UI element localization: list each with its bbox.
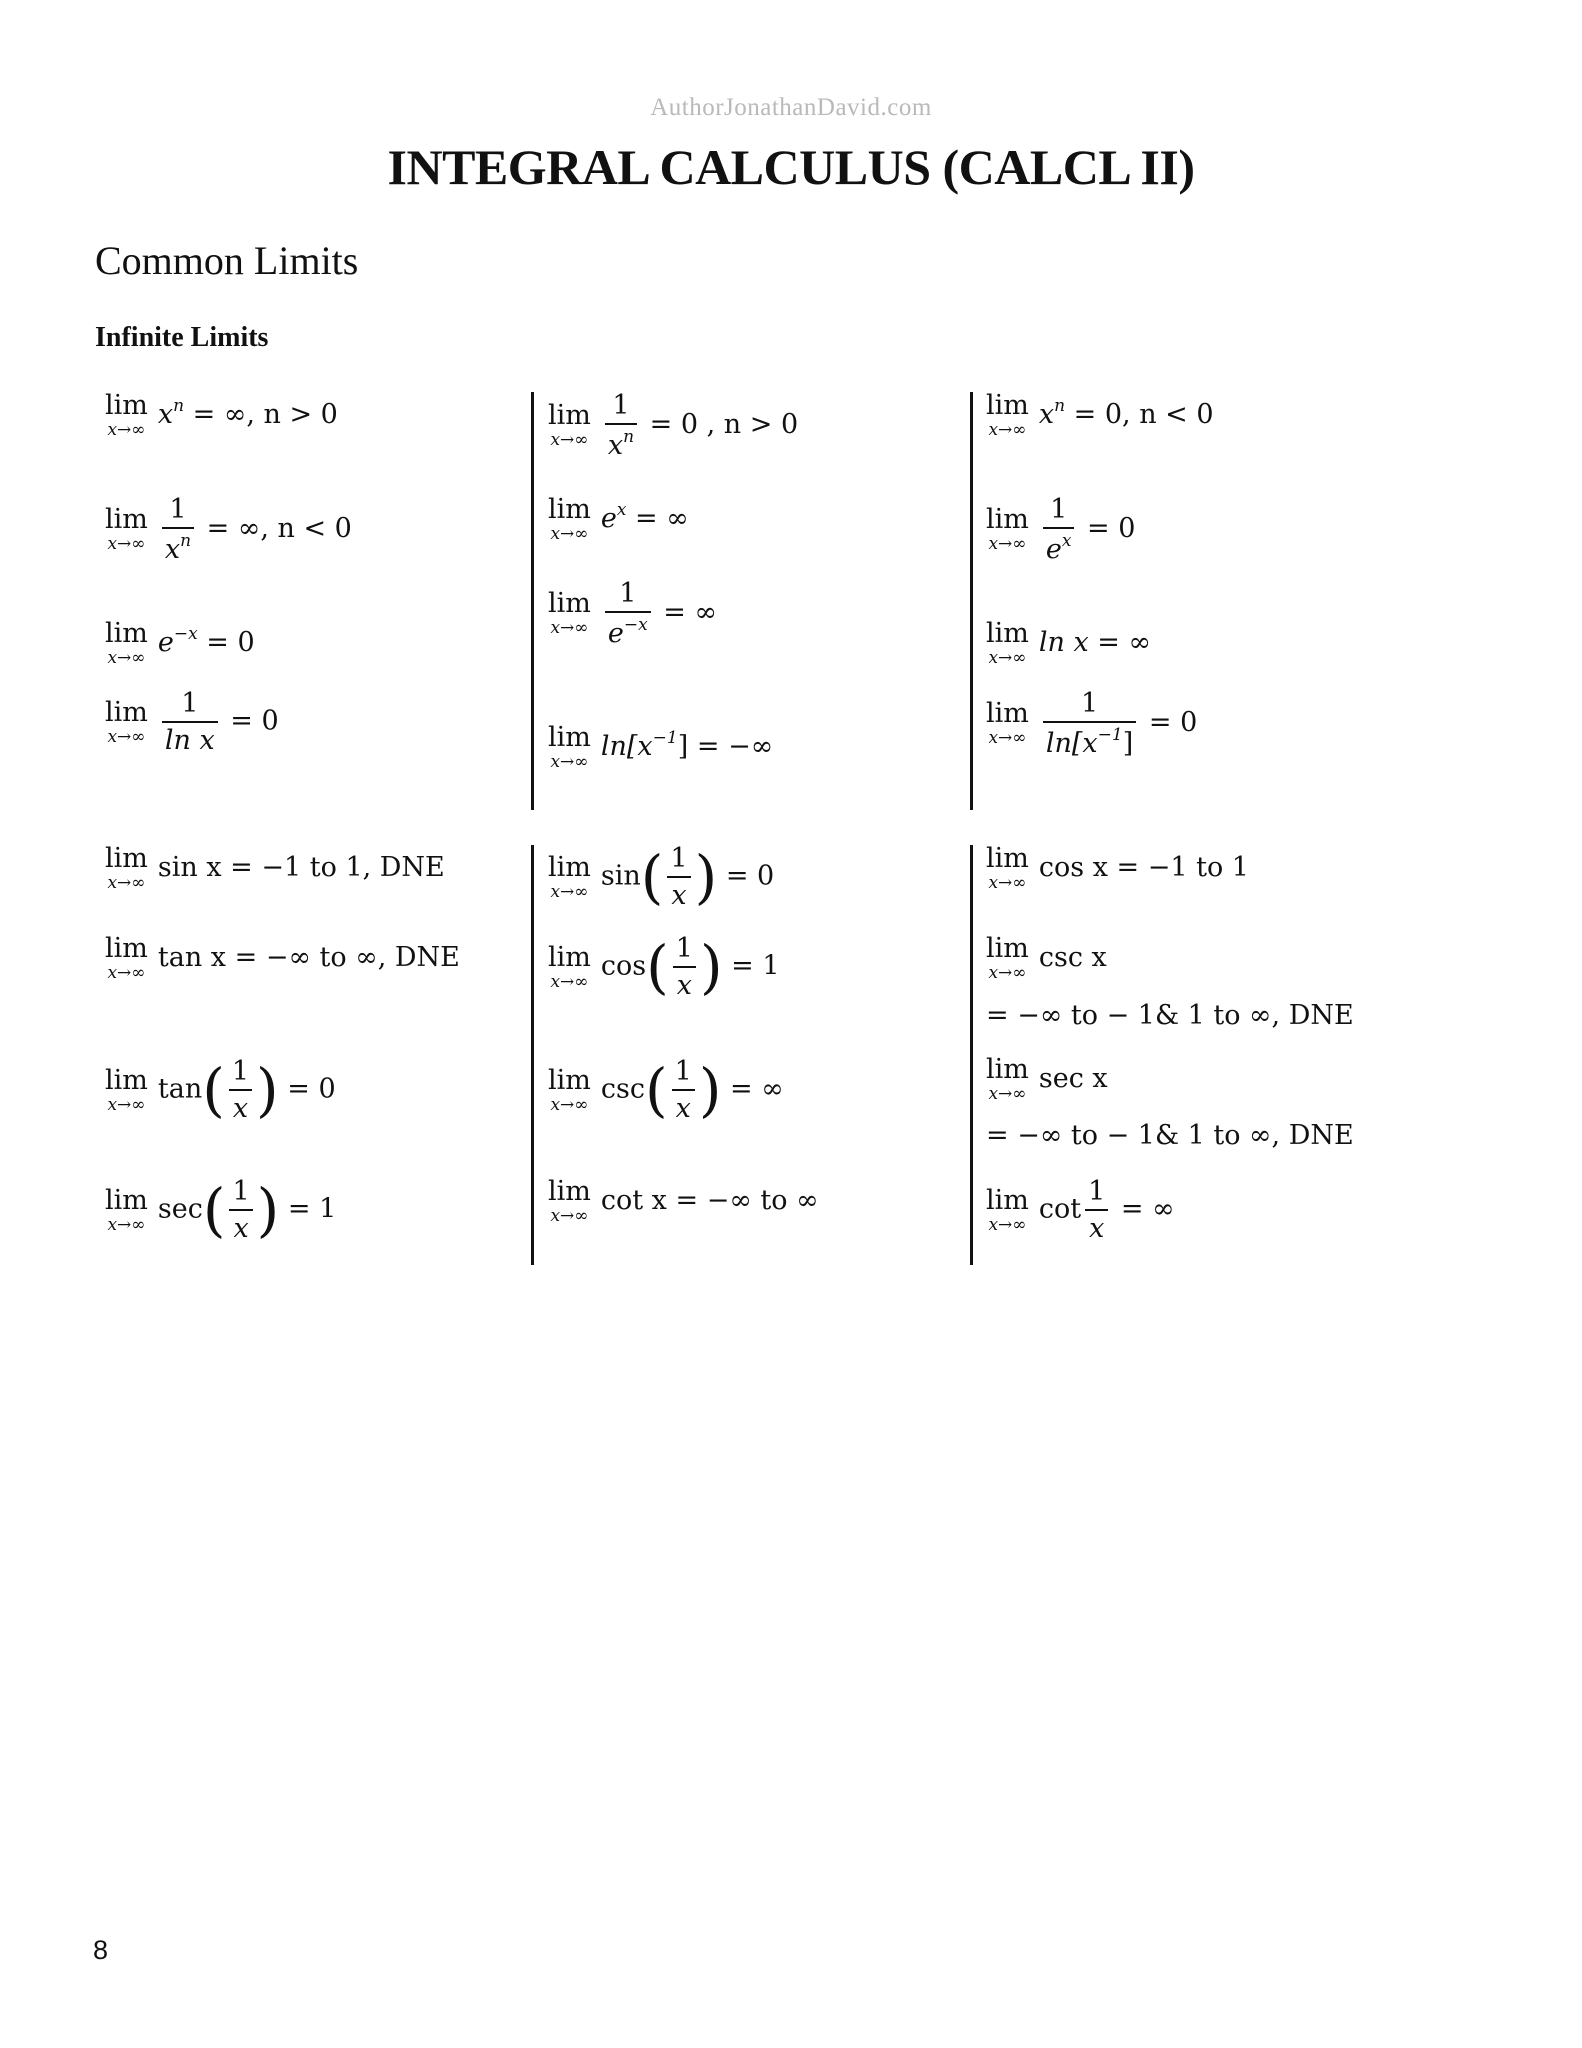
lim-operator <box>105 506 148 553</box>
function-name: tan <box>157 1073 203 1105</box>
fraction-numerator: 1 <box>673 935 696 968</box>
fraction <box>667 845 690 909</box>
lim-subscript: x→∞ <box>107 648 146 668</box>
denominator-base: x <box>233 1213 249 1244</box>
fraction-denominator <box>667 878 690 909</box>
section-heading: Common Limits <box>95 238 359 283</box>
function-name: sin x <box>157 852 222 883</box>
lim-word: lim <box>105 696 148 728</box>
lim-operator <box>986 1184 1029 1235</box>
denominator-base: x <box>676 970 692 1001</box>
denominator-base: x <box>164 534 181 565</box>
lim-word: lim <box>986 1054 1029 1085</box>
lim-operator <box>986 700 1029 747</box>
lim-word: lim <box>548 941 591 973</box>
formula <box>986 1122 1354 1149</box>
lim-word: lim <box>986 390 1029 421</box>
denominator-base: x <box>232 1093 249 1124</box>
lim-operator <box>986 620 1029 667</box>
lim-word: lim <box>105 618 148 649</box>
formula-result: = ∞ <box>1112 1193 1175 1225</box>
paren-open: ( <box>640 843 664 911</box>
fraction-denominator <box>1043 723 1136 757</box>
formula <box>548 1178 819 1225</box>
column-divider <box>970 392 973 810</box>
formula <box>986 620 1151 667</box>
column-divider <box>531 392 534 810</box>
lim-operator <box>548 496 591 543</box>
formula <box>548 1058 784 1122</box>
formula <box>105 496 352 563</box>
lim-operator <box>986 392 1029 439</box>
lim-operator <box>548 724 591 771</box>
limit-expression: e <box>600 503 617 534</box>
lim-operator <box>105 392 148 439</box>
lim-operator <box>548 1064 591 1115</box>
fraction-numerator: 1 <box>667 845 690 878</box>
fraction-numerator: 1 <box>229 1058 252 1091</box>
formula-result: = −∞ to ∞ <box>666 1185 819 1216</box>
fraction-numerator: 1 <box>229 1178 252 1211</box>
lim-word: lim <box>105 504 148 535</box>
denominator-base: x <box>671 880 687 911</box>
formula <box>105 935 460 982</box>
formula <box>105 620 255 667</box>
lim-word: lim <box>986 504 1029 535</box>
fraction-denominator <box>162 529 194 563</box>
function-name: tan x <box>157 942 227 973</box>
fraction-denominator <box>672 1091 695 1122</box>
denominator-exponent: −1 <box>1097 725 1123 745</box>
lim-word: lim <box>986 698 1029 729</box>
formula <box>986 496 1135 563</box>
function-name: csc x <box>1038 942 1107 973</box>
formula <box>548 724 773 771</box>
formula-result: = ∞ <box>721 1073 784 1105</box>
lim-operator <box>986 935 1029 982</box>
fraction <box>605 392 637 459</box>
function-name: sec x <box>1038 1063 1108 1094</box>
formula-result: = 0 <box>1140 707 1198 738</box>
lim-word: lim <box>548 1176 591 1207</box>
formula-result: = −1 to 1, DNE <box>221 852 445 883</box>
formula <box>548 580 717 647</box>
limit-expression: e <box>157 627 174 658</box>
denominator-base: x <box>675 1093 691 1124</box>
fraction <box>162 496 194 563</box>
fraction-numerator: 1 <box>672 1058 695 1091</box>
exponent: −x <box>173 624 198 644</box>
fraction-denominator <box>229 1091 252 1122</box>
lim-word: lim <box>548 494 591 525</box>
fraction <box>1043 496 1075 563</box>
limit-expression: ln x <box>1038 627 1089 658</box>
fraction-numerator: 1 <box>605 392 637 425</box>
lim-subscript: x→∞ <box>988 1214 1027 1235</box>
fraction <box>229 1058 252 1122</box>
formula <box>986 1002 1354 1029</box>
fraction-numerator: 1 <box>605 580 651 613</box>
lim-word: lim <box>986 1184 1029 1216</box>
formula <box>986 845 1249 892</box>
formula <box>986 392 1214 439</box>
lim-subscript: x→∞ <box>550 971 589 992</box>
formula <box>105 1178 336 1242</box>
denominator-base: e <box>1045 534 1062 565</box>
lim-subscript: x→∞ <box>988 1084 1027 1104</box>
formula <box>986 1178 1175 1242</box>
lim-subscript: x→∞ <box>988 534 1027 554</box>
lim-word: lim <box>105 1184 148 1216</box>
function-name: sin <box>600 860 641 892</box>
lim-operator <box>105 845 148 892</box>
column-divider <box>531 845 534 1265</box>
lim-subscript: x→∞ <box>988 648 1027 668</box>
formula <box>105 1058 336 1122</box>
fraction <box>229 1178 252 1242</box>
denominator-base: ln x <box>164 725 215 756</box>
lim-operator <box>548 941 591 992</box>
fraction-denominator <box>162 723 218 754</box>
limit-expression: x <box>1038 399 1055 430</box>
lim-operator <box>548 590 591 637</box>
paren-close: ) <box>699 933 723 1001</box>
denominator-exponent: x <box>1061 531 1072 551</box>
lim-subscript: x→∞ <box>550 752 589 772</box>
formula <box>105 392 338 439</box>
lim-word: lim <box>105 390 148 421</box>
denominator-base: ln[x <box>1045 728 1098 759</box>
function-name: cos x <box>1038 852 1108 883</box>
lim-word: lim <box>105 843 148 874</box>
fraction-numerator: 1 <box>1043 690 1136 723</box>
formula-result: = 0 <box>278 1073 336 1105</box>
fraction-denominator <box>1085 1211 1108 1242</box>
lim-subscript: x→∞ <box>550 1094 589 1115</box>
fraction-numerator: 1 <box>1043 496 1075 529</box>
fraction-numerator: 1 <box>162 496 194 529</box>
lim-word: lim <box>986 933 1029 964</box>
formula <box>548 935 780 999</box>
formula-result: = −∞ <box>688 731 774 762</box>
exponent: n <box>173 396 185 416</box>
lim-operator <box>105 1064 148 1115</box>
lim-subscript: x→∞ <box>107 420 146 440</box>
fraction-denominator <box>605 425 637 459</box>
function-name: cot <box>1038 1193 1082 1225</box>
lim-word: lim <box>986 618 1029 649</box>
paren-close: ) <box>694 843 718 911</box>
formula-result: = ∞ <box>626 503 689 534</box>
lim-subscript: x→∞ <box>107 534 146 554</box>
limit-expression: ln[x <box>600 731 653 762</box>
fraction-numerator: 1 <box>162 690 218 723</box>
formula-result: = 1 <box>722 950 780 982</box>
denominator-base: x <box>1089 1213 1105 1244</box>
formula-result: = 0 <box>221 705 279 737</box>
page-number: 8 <box>93 1935 109 1965</box>
lim-subscript: x→∞ <box>107 1094 146 1115</box>
paren-open: ( <box>202 1056 225 1124</box>
column-divider <box>970 845 973 1265</box>
formula-result: = −∞ to ∞, DNE <box>226 942 460 973</box>
formula-continuation: = −∞ to − 1& 1 to ∞, DNE <box>986 1000 1354 1031</box>
function-name: cos <box>600 950 647 982</box>
formula <box>986 690 1197 757</box>
formula <box>548 392 798 459</box>
function-name: csc <box>600 1073 645 1105</box>
lim-word: lim <box>105 1064 148 1096</box>
lim-word: lim <box>548 1064 591 1096</box>
denominator-close: ] <box>1122 728 1134 759</box>
lim-subscript: x→∞ <box>107 963 146 983</box>
lim-subscript: x→∞ <box>550 881 589 902</box>
lim-operator <box>548 402 591 449</box>
formula <box>105 690 279 754</box>
paren-close: ) <box>698 1056 722 1124</box>
paren-close: ) <box>256 1056 279 1124</box>
paren-close: ) <box>256 1176 280 1244</box>
formula-continuation: = −∞ to − 1& 1 to ∞, DNE <box>986 1120 1354 1151</box>
formula-result: = ∞ <box>654 597 717 628</box>
formula <box>986 1056 1108 1103</box>
lim-operator <box>105 696 148 747</box>
formula-result: = 0 <box>197 627 255 658</box>
function-name: sec <box>157 1193 203 1225</box>
lim-operator <box>105 620 148 667</box>
subsection-heading: Infinite Limits <box>95 322 269 353</box>
denominator-exponent: −x <box>623 615 648 635</box>
lim-subscript: x→∞ <box>550 524 589 544</box>
lim-operator <box>986 506 1029 553</box>
fraction-denominator <box>605 613 651 647</box>
lim-word: lim <box>548 722 591 753</box>
paren-open: ( <box>646 933 669 1001</box>
formula-result: = −1 to 1 <box>1107 852 1249 883</box>
lim-subscript: x→∞ <box>550 430 589 450</box>
lim-subscript: x→∞ <box>107 726 146 747</box>
exponent: n <box>1054 396 1066 416</box>
paren-open: ( <box>644 1056 668 1124</box>
lim-word: lim <box>548 851 591 883</box>
fraction <box>1085 1178 1108 1242</box>
watermark-text: AuthorJonathanDavid.com <box>650 94 932 121</box>
denominator-base: x <box>607 430 624 461</box>
lim-operator <box>105 935 148 982</box>
formula <box>105 845 445 892</box>
function-name: cot x <box>600 1185 667 1216</box>
bracket-close: ] <box>677 731 689 762</box>
fraction <box>673 935 696 999</box>
denominator-base: e <box>607 618 624 649</box>
denominator-exponent: n <box>180 531 192 551</box>
lim-word: lim <box>986 843 1029 874</box>
exponent: −1 <box>652 728 678 748</box>
formula-result: = 0, n < 0 <box>1065 399 1214 430</box>
formula-result: = 0 <box>1078 513 1136 544</box>
formula-result: = 0 , n > 0 <box>641 409 799 440</box>
exponent: x <box>616 500 627 520</box>
limit-expression: x <box>157 399 174 430</box>
formula-result: = ∞ <box>1088 627 1151 658</box>
denominator-exponent: n <box>623 427 635 447</box>
page-title: INTEGRAL CALCULUS (CALCL II) <box>387 139 1195 195</box>
lim-subscript: x→∞ <box>550 618 589 638</box>
lim-subscript: x→∞ <box>988 420 1027 440</box>
lim-subscript: x→∞ <box>988 873 1027 893</box>
lim-word: lim <box>105 933 148 964</box>
formula-result: = ∞, n > 0 <box>184 399 338 430</box>
lim-operator <box>986 1056 1029 1103</box>
fraction <box>1043 690 1136 757</box>
lim-word: lim <box>548 400 591 431</box>
lim-subscript: x→∞ <box>988 728 1027 748</box>
lim-subscript: x→∞ <box>107 1214 146 1235</box>
lim-word: lim <box>548 588 591 619</box>
lim-operator <box>548 851 591 902</box>
fraction <box>162 690 218 754</box>
formula <box>548 845 774 909</box>
fraction <box>605 580 651 647</box>
fraction-denominator <box>673 968 696 999</box>
lim-subscript: x→∞ <box>550 1206 589 1226</box>
lim-operator <box>986 845 1029 892</box>
formula-result: = 1 <box>279 1193 337 1225</box>
fraction-denominator <box>1043 529 1075 563</box>
lim-operator <box>548 1178 591 1225</box>
formula-result: = 0 <box>717 860 775 892</box>
fraction-numerator: 1 <box>1085 1178 1108 1211</box>
fraction-denominator <box>229 1211 252 1242</box>
paren-open: ( <box>202 1176 226 1244</box>
fraction <box>672 1058 695 1122</box>
lim-operator <box>105 1184 148 1235</box>
formula-result: = ∞, n < 0 <box>198 513 352 544</box>
formula <box>548 496 689 543</box>
formula <box>986 935 1107 982</box>
lim-subscript: x→∞ <box>107 873 146 893</box>
lim-subscript: x→∞ <box>988 963 1027 983</box>
